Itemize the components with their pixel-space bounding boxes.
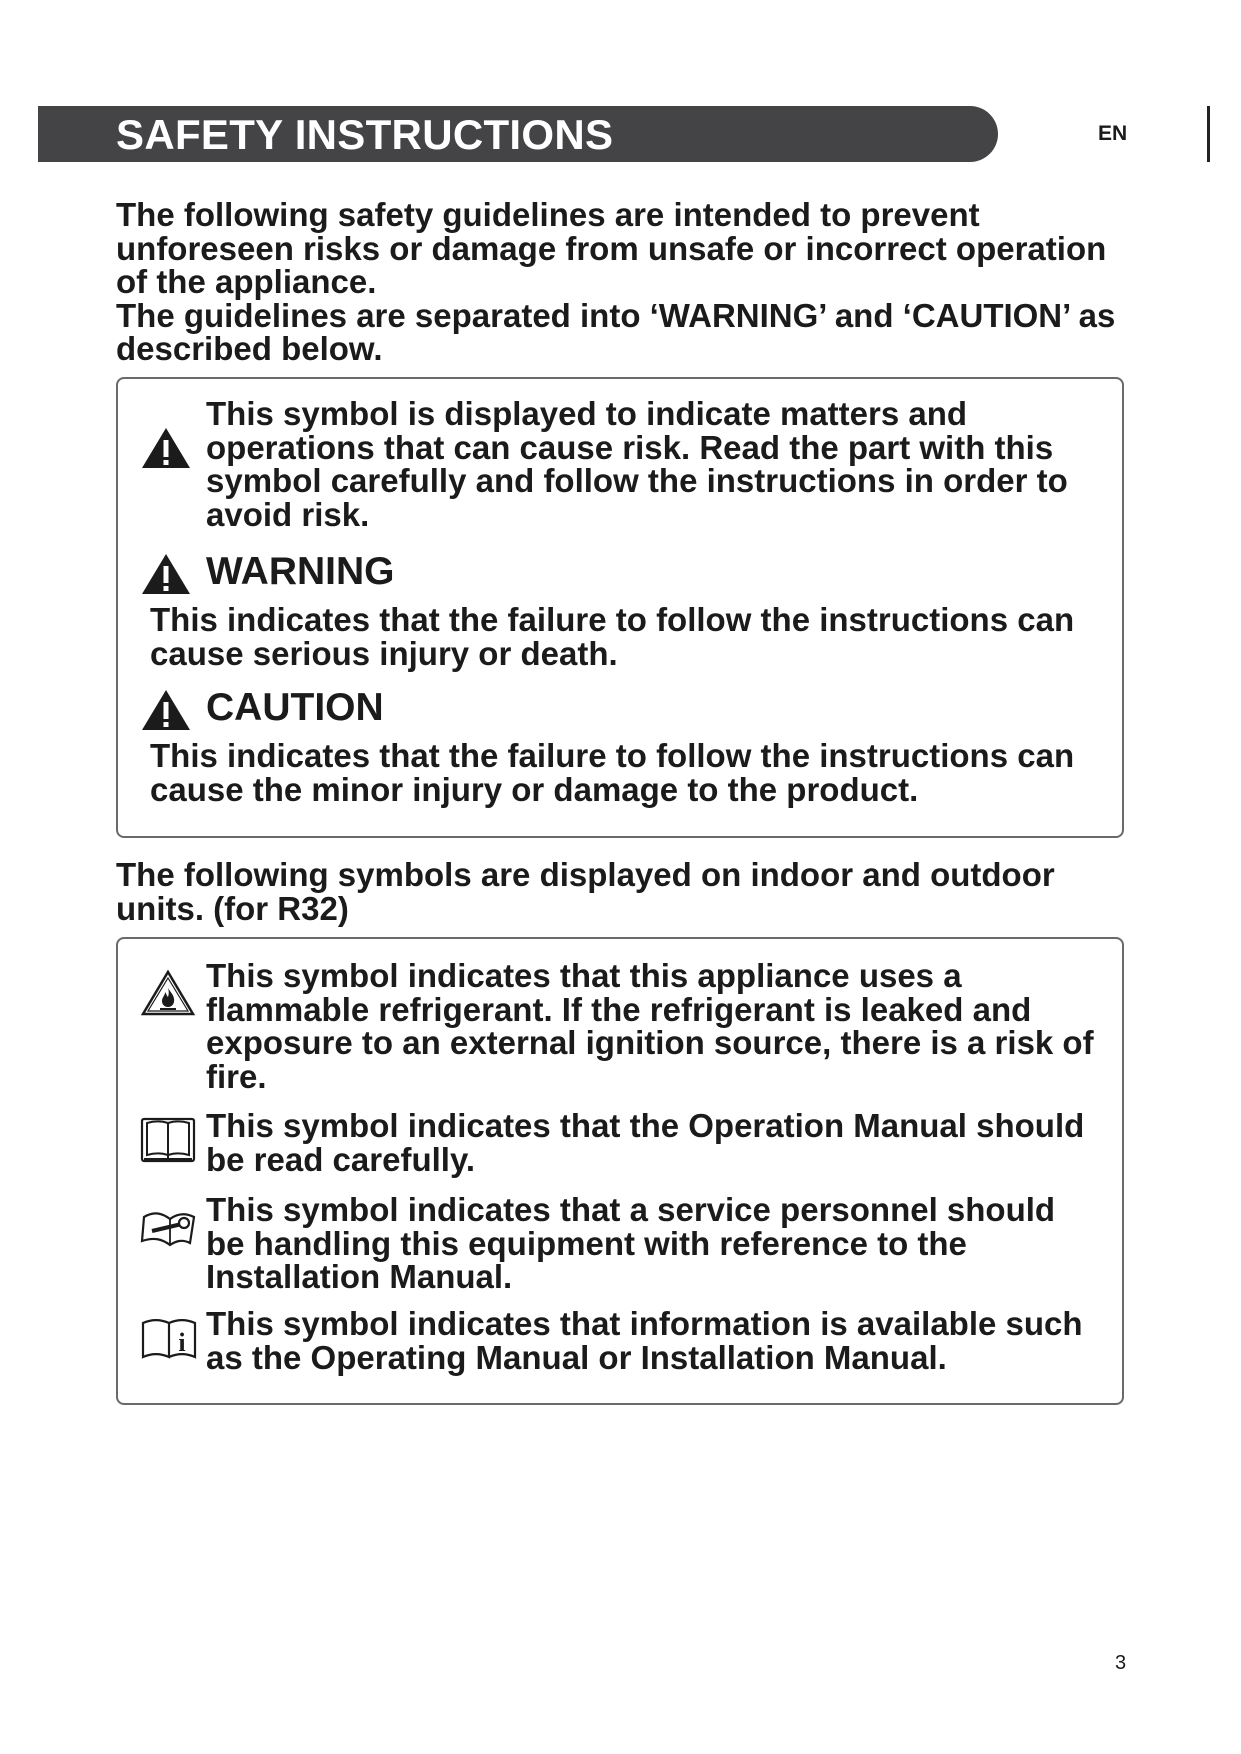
- manual-text: This symbol indicates that the Operation Manual should be read carefully.: [206, 1107, 1085, 1178]
- manual-book-icon: [140, 1115, 196, 1165]
- info-text: This symbol indicates that information is available such as the Operating Manual or Installation Manual.: [206, 1305, 1083, 1376]
- warning-caution-box: [116, 377, 1124, 838]
- intro-paragraph-1: The following safety guidelines are intended to prevent unforeseen risks or damage from unsafe or incorrect operation of the appliance.: [116, 196, 1107, 300]
- caution-heading: CAUTION: [206, 686, 384, 729]
- unit-symbols-box: [116, 937, 1124, 1405]
- page-edge-line: [1207, 106, 1210, 162]
- flammable-icon: [140, 969, 196, 1017]
- info-book-icon: [140, 1315, 198, 1361]
- flammable-text: This symbol indicates that this appliance uses a flammable refrigerant. If the refrigerant is leaked and exposure to an external ignition source, there is a risk of fire.: [206, 957, 1094, 1095]
- svg-text:i: i: [178, 1328, 186, 1357]
- intro-text: [116, 198, 1126, 366]
- caution-description: This indicates that the failure to follow the instructions can cause the minor injury or damage to the product.: [150, 737, 1075, 808]
- caution-triangle-icon: [140, 688, 192, 732]
- alert-symbol-text: This symbol is displayed to indicate matters and operations that can cause risk. Read the part with this symbol carefully and follow the instructions in order to avoid risk.: [206, 395, 1068, 533]
- page-title: SAFETY INSTRUCTIONS: [116, 111, 614, 158]
- warning-triangle-icon: [140, 552, 192, 596]
- warning-heading: WARNING: [206, 550, 395, 593]
- warning-description: This indicates that the failure to follow the instructions can cause serious injury or death.: [150, 601, 1075, 672]
- units-intro-text: The following symbols are displayed on indoor and outdoor units. (for R32): [116, 856, 1055, 927]
- warning-triangle-icon: [140, 426, 192, 470]
- page-number: 3: [1115, 1652, 1127, 1674]
- service-text: This symbol indicates that a service personnel should be handling this equipment with reference to the Installation Manual.: [206, 1191, 1056, 1295]
- intro-paragraph-2: The guidelines are separated into ‘WARNING’ and ‘CAUTION’ as described below.: [116, 296, 1116, 367]
- service-manual-icon: [140, 1203, 198, 1247]
- language-code: EN: [1098, 122, 1128, 145]
